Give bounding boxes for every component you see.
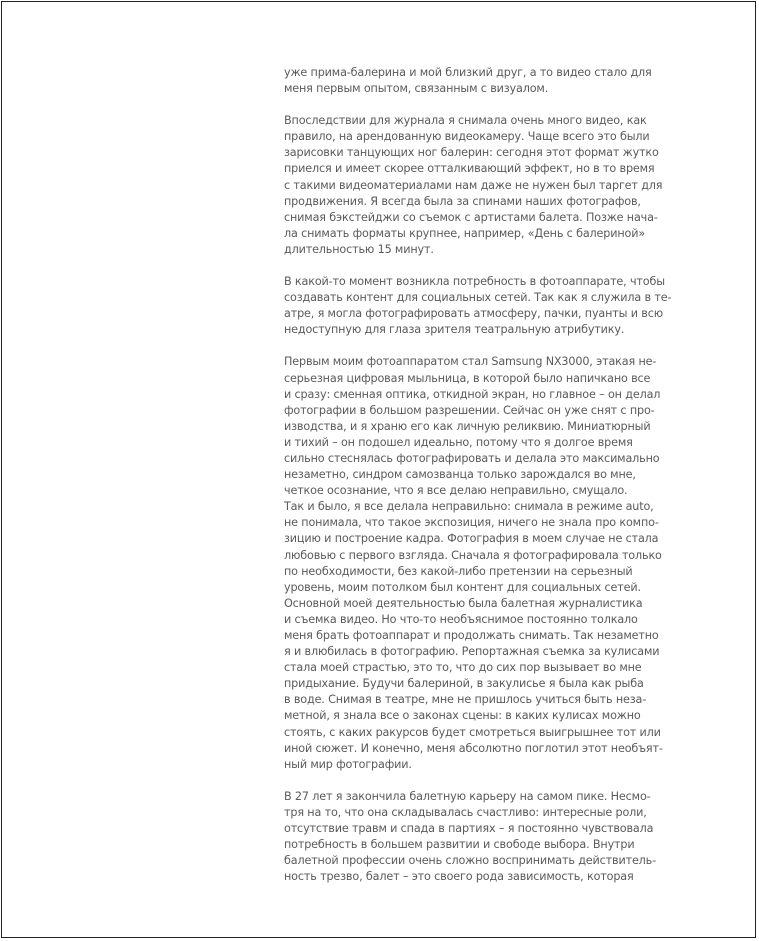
text-line: создавать контент для социальных сетей. Так как я служила в те- <box>284 291 672 305</box>
text-line: и тихий – он подошел идеально, потому что я долгое время <box>284 435 633 449</box>
text-line: придыхание. Будучи балериной, в закулисье я была как рыба <box>284 677 644 691</box>
text-line: фотографии в большом разрешении. Сейчас он уже снят с про- <box>284 403 655 417</box>
text-line: атре, я могла фотографировать атмосферу, пачки, пуанты и всю <box>284 307 663 321</box>
text-line: по необходимости, без какой-либо претензии на серьезный <box>284 564 633 578</box>
text-line: меня первым опытом, связанным с визуалом. <box>284 82 549 96</box>
text-line: ла снимать форматы крупнее, например, «День с балериной» <box>284 226 646 240</box>
document-page <box>1 1 756 938</box>
text-line: в воде. Снимая в театре, мне не пришлось учиться быть неза- <box>284 693 647 707</box>
text-line: серьезная цифровая мыльница, в которой было напичкано все <box>284 371 651 385</box>
text-line: ность трезво, балет – это своего рода зависимость, которая <box>284 870 634 884</box>
text-line: я и влюбилась в фотографию. Репортажная съемка за кулисами <box>284 645 660 659</box>
text-line: и съемка видео. Но что-то необъяснимое постоянно толкало <box>284 612 638 626</box>
text-line: зицию и построение кадра. Фотография в моем случае не стала <box>284 532 659 546</box>
text-line: В 27 лет я закончила балетную карьеру на самом пике. Несмо- <box>284 789 651 803</box>
text-line: любовью с первого взгляда. Сначала я фотографировала только <box>284 548 662 562</box>
text-line: В какой-то момент возникла потребность в фотоаппарате, чтобы <box>284 275 665 289</box>
text-line: сильно стеснялась фотографировать и делала это максимально <box>284 451 660 465</box>
text-line: потребность в большем развитии и свободе выбора. Внутри <box>284 838 635 852</box>
text-line: не понимала, что такое экспозиция, ничего не знала про компо- <box>284 516 659 530</box>
text-line: иной сюжет. И конечно, меня абсолютно поглотил этот необъят- <box>284 741 663 755</box>
text-line: четкое осознание, что я все делаю неправильно, смущало. <box>284 484 628 498</box>
text-line: Основной моей деятельностью была балетная журналистика <box>284 596 643 610</box>
text-line: уже прима-балерина и мой близкий друг, а то видео стало для <box>284 66 652 79</box>
text-line: Первым моим фотоаппаратом стал Samsung NX3000, этакая не- <box>284 355 657 369</box>
text-line: незаметно, синдром самозванца только зарождался во мне, <box>284 468 636 482</box>
text-line: недоступную для глаза зрителя театральную атрибутику. <box>284 323 625 337</box>
paragraph <box>284 113 664 258</box>
text-line: тря на то, что она складывалась счастливо: интересные роли, <box>284 805 647 819</box>
text-line: зарисовки танцующих ног балерин: сегодня этот формат жутко <box>284 146 659 160</box>
text-line: уровень, моим потолком был контент для социальных сетей. <box>284 580 641 594</box>
text-line: балетной профессии очень сложно воспринимать действитель- <box>284 854 657 868</box>
text-line: продвижения. Я всегда была за спинами наших фотографов, <box>284 194 641 208</box>
text-line: правило, на арендованную видеокамеру. Чаще всего это были <box>284 130 650 144</box>
text-line: стоять, с каких ракурсов будет смотреться выигрышнее тот или <box>284 725 661 739</box>
text-line: метной, я знала все о законах сцены: в каких кулисах можно <box>284 709 641 723</box>
paragraph <box>284 354 664 772</box>
text-line: снимая бэкстейджи со съемок с артистами балета. Позже нача- <box>284 210 658 224</box>
paragraph <box>284 65 664 97</box>
text-line: и сразу: сменная оптика, откидной экран, но главное – он делал <box>284 387 661 401</box>
paragraph <box>284 789 664 886</box>
text-column <box>284 65 672 901</box>
text-line: ный мир фотографии. <box>284 757 412 771</box>
text-line: стала моей страстью, это то, что до сих пор вызывает во мне <box>284 661 642 675</box>
text-line: длительностью 15 минут. <box>284 242 434 256</box>
text-line: Так и было, я все делала неправильно: снимала в режиме auto, <box>284 500 654 514</box>
text-line: Впоследствии для журнала я снимала очень много видео, как <box>284 114 647 128</box>
text-line: приелся и имеет скорее отталкивающий эффект, но в то время <box>284 162 655 176</box>
text-line: меня брать фотоаппарат и продолжать снимать. Так незаметно <box>284 629 659 642</box>
paragraph <box>284 274 672 338</box>
text-line: изводства, и я храню его как личную реликвию. Миниатюрный <box>284 419 651 433</box>
text-line: отсутствие травм и спада в партиях – я постоянно чувствовала <box>284 822 654 836</box>
text-line: с такими видеоматериалами нам даже не нужен был таргет для <box>284 178 663 192</box>
